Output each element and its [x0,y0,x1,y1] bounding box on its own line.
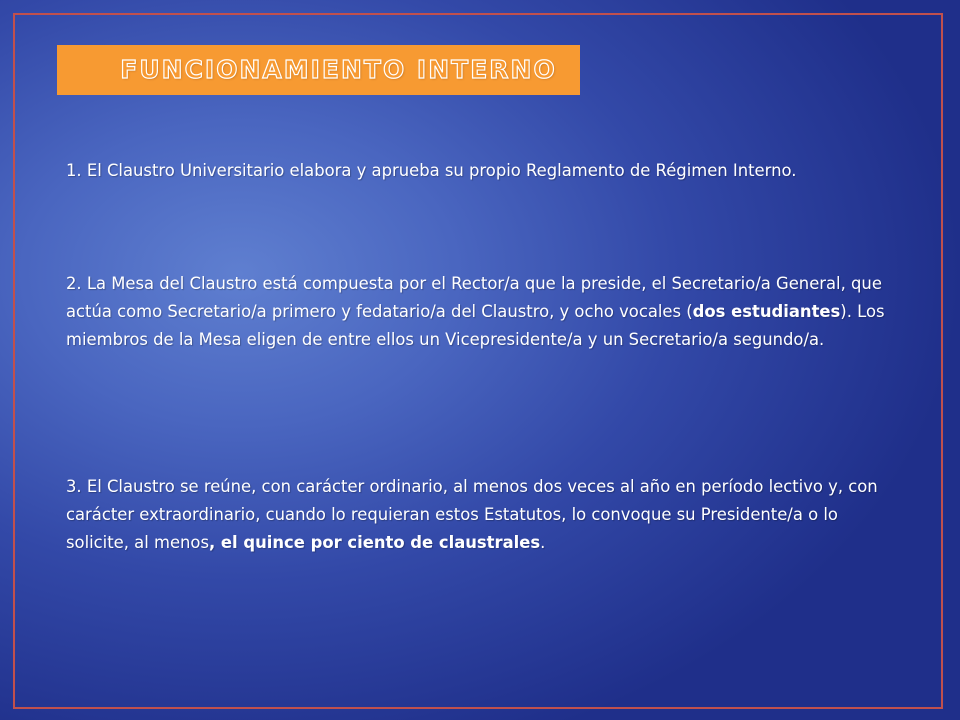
paragraph-3-bold: , el quince por ciento de claustrales [209,533,541,552]
paragraph-2 [66,270,896,354]
slide-title: FUNCIONAMIENTO INTERNO [120,55,557,84]
paragraph-2-text-before: 2. La Mesa del Claustro está compuesta por el Rector/a que la preside, el Secretario/a General, que actúa como Secretario/a primero y fedatario/a del Claustro, y ocho vocales ( [66,274,882,321]
title-box [57,45,580,95]
paragraph-3-text-before: 3. El Claustro se reúne, con carácter ordinario, al menos dos veces al año en período lectivo y, con carácter extraordinario, cuando lo requieran estos Estatutos, lo convoque su Presidente/a o lo solicite, al menos [66,477,878,552]
paragraph-2-text-after: ). Los miembros de la Mesa eligen de entre ellos un Vicepresidente/a y un Secretario/a segundo/a. [66,302,885,349]
slide-border [13,13,943,709]
paragraph-3-text-after: . [540,533,546,552]
paragraph-3 [66,473,896,557]
paragraph-1 [66,157,896,185]
paragraph-1-text: 1. El Claustro Universitario elabora y aprueba su propio Reglamento de Régimen Interno. [66,161,797,180]
paragraph-2-bold: dos estudiantes [692,302,841,321]
